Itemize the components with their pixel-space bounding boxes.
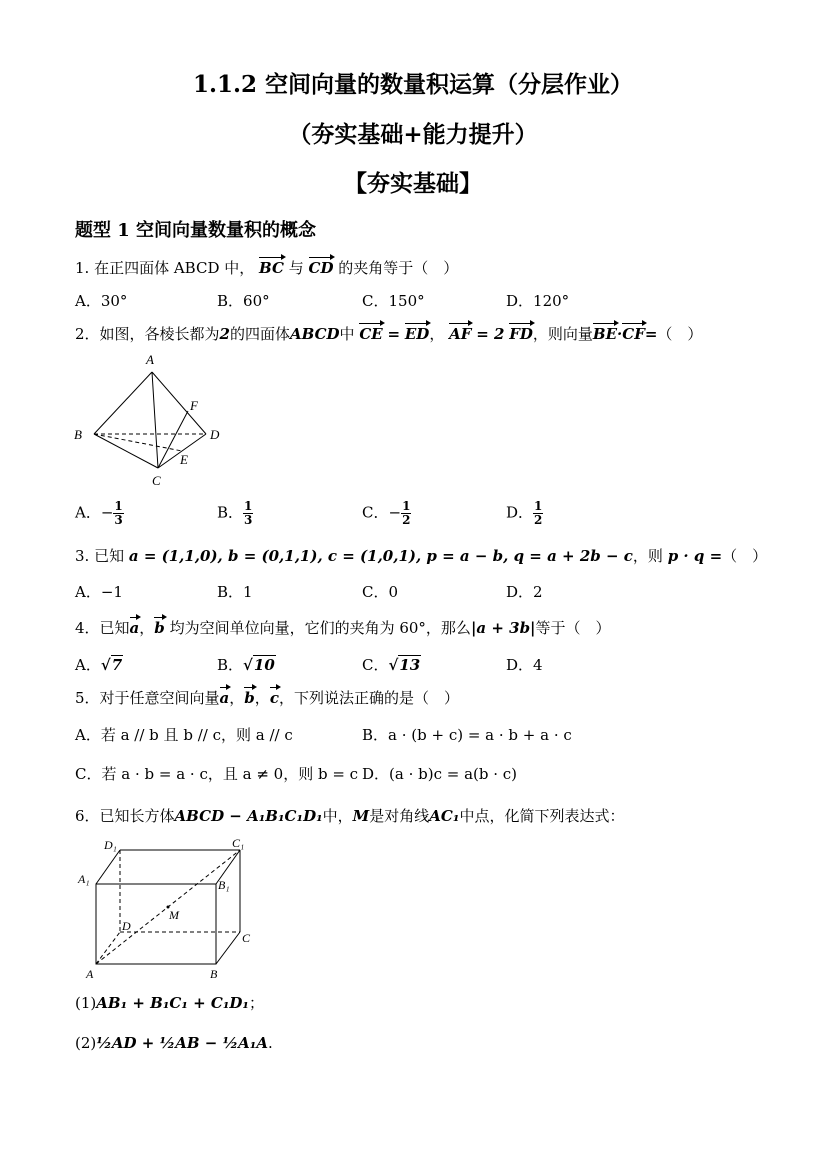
q6-stem: 6．已知长方体 [75, 807, 175, 825]
q5-option-a: A．若 a // b 且 b // c，则 a // c [75, 726, 293, 744]
edge-ab [94, 372, 152, 434]
label-b: B [210, 967, 218, 981]
q3-option-d: D．2 [506, 583, 543, 601]
q2-edge-length: 2 [219, 325, 230, 343]
question-5: 5．对于任意空间向量a，b，c，下列说法正确的是（ ） [75, 686, 459, 708]
q1-tail: 的夹角等于（ ） [338, 259, 459, 277]
q2-eq: = [387, 325, 401, 343]
q3-text: ，则 [632, 547, 663, 565]
q2-option-b [217, 500, 253, 527]
vector-be: BE [593, 322, 617, 343]
numerator: 1 [534, 499, 543, 513]
label-d1: D₁ [104, 838, 117, 852]
q6-item-2 [75, 1034, 273, 1052]
q4-option-a [75, 654, 123, 675]
question-6 [75, 805, 624, 826]
cuboid-figure [76, 836, 256, 981]
q6-text: 是对角线 [369, 807, 430, 825]
vector-a: a [220, 686, 230, 707]
q4-option-a-label: A． [75, 656, 101, 674]
edge-a1d1 [96, 850, 120, 884]
q2-option-a-label: A． [75, 503, 101, 522]
q3-vectors-expression: a = (1,1,0), b = (0,1,1), c = (1,0,1), p = a − b, q = a + 2b − c [128, 547, 633, 565]
vector-ce: CE [359, 322, 382, 343]
question-1 [75, 256, 458, 278]
vector-cf: CF [622, 322, 645, 343]
label-e: E [180, 452, 188, 467]
label-c1: C₁ [232, 836, 245, 850]
edge-bc [216, 932, 240, 964]
q3-dot-expression: p · q = [667, 547, 723, 565]
q2-option-a [75, 500, 124, 527]
q6-point-m: M [352, 807, 370, 825]
radicand: 13 [399, 656, 421, 674]
q4-option-d: D．4 [506, 656, 543, 674]
label-b: B [74, 427, 82, 442]
q6-item-2-index: (2) [75, 1034, 97, 1052]
q6-text: 中， [322, 807, 353, 825]
q5-option-d: D．(a · b)c = a(b · c) [362, 765, 518, 783]
q6-solid-name: ABCD − A₁B₁C₁D₁ [174, 807, 323, 825]
numerator: 1 [402, 499, 411, 513]
label-f: F [190, 398, 198, 413]
vector-b: b [244, 686, 255, 707]
edge-ac [152, 372, 158, 468]
front-face [96, 884, 216, 964]
edge-ad-hidden [96, 932, 120, 964]
q2-eq: = [644, 325, 658, 343]
radicand: 7 [111, 656, 123, 674]
q2-tetra-name: ABCD [290, 325, 340, 343]
question-4 [75, 616, 611, 638]
page-subtitle: （夯实基础+能力提升） [288, 121, 538, 148]
sqrt-7: √7 [100, 656, 123, 674]
q2-dot: · [617, 325, 623, 343]
q2-option-a-fraction [113, 500, 123, 527]
sqrt-13: √13 [388, 656, 421, 674]
q3-option-c: C．0 [362, 583, 399, 601]
tetrahedron-figure [70, 348, 230, 490]
vector-af: AF [449, 322, 471, 343]
q6-item-1-index: (1) [75, 994, 97, 1012]
q4-option-c [362, 654, 421, 675]
q1-and: 与 [288, 259, 304, 277]
q5-option-c: C．若 a · b = a · c，且 a ≠ 0，则 b = c [75, 765, 359, 783]
q4-sep: ， [139, 619, 155, 637]
q3-option-a: A．−1 [75, 583, 123, 601]
q1-option-b: B．60° [217, 292, 270, 310]
q6-item-2-expression: ½AD + ½AB − ½A₁A [96, 1034, 269, 1052]
label-c: C [242, 931, 251, 945]
q4-text: 均为空间单位向量，它们的夹角为 60°，那么 [169, 619, 471, 637]
q5-tail: ，下列说法正确的是（ ） [278, 689, 459, 707]
radicand: 10 [253, 656, 275, 674]
vector-b: b [154, 616, 165, 637]
denominator: 3 [114, 513, 123, 527]
q2-stem: 2．如图，各棱长都为 [75, 325, 220, 343]
q3-stem: 3. 已知 [75, 547, 125, 565]
denominator: 3 [244, 513, 253, 527]
label-a: A [86, 967, 94, 981]
q2-text: ，则向量 [532, 325, 593, 343]
label-a1: A₁ [78, 872, 90, 886]
q2-comma: ， [429, 325, 445, 343]
denominator: 2 [402, 513, 411, 527]
q2-option-d-label: D． [506, 503, 534, 522]
q3-option-b: B．1 [217, 583, 253, 601]
vector-fd: FD [509, 322, 533, 343]
label-a: A [146, 352, 154, 367]
q6-item-2-end: . [268, 1034, 273, 1052]
numerator: 1 [244, 499, 253, 513]
q2-text: 中 [339, 325, 355, 343]
q2-tail: （ ） [657, 325, 703, 343]
question-2 [75, 322, 702, 344]
q4-magnitude-expression: |a + 3b| [470, 619, 536, 637]
q1-option-a: A．30° [75, 292, 128, 310]
q4-option-b-label: B． [217, 656, 244, 674]
vector-cd: CD [309, 256, 334, 277]
label-d: D [122, 919, 131, 933]
question-3 [75, 545, 767, 566]
q2-option-a-sign: − [100, 503, 114, 522]
q2-option-c-label: C． [362, 503, 389, 522]
page-title: 1.1.2 空间向量的数量积运算（分层作业） [192, 71, 634, 98]
denominator: 2 [534, 513, 543, 527]
sqrt-10: √10 [243, 656, 275, 674]
q2-option-c [362, 500, 411, 527]
q6-diagonal: AC₁ [429, 807, 460, 825]
label-b1: B₁ [218, 878, 230, 892]
label-d: D [210, 427, 220, 442]
q5-stem: 5．对于任意空间向量 [75, 689, 220, 707]
q2-option-c-fraction [401, 500, 411, 527]
q2-option-b-fraction [243, 500, 253, 527]
vector-a: a [130, 616, 140, 637]
q1-option-d: D．120° [506, 292, 570, 310]
vector-c: c [270, 686, 279, 707]
q5-option-b: B．a · (b + c) = a · b + a · c [362, 726, 572, 744]
q4-option-b [217, 654, 276, 675]
q4-tail: 等于（ ） [535, 619, 611, 637]
q2-text: 的四面体 [229, 325, 290, 343]
q3-tail: （ ） [722, 547, 768, 565]
section-heading: 题型 1 空间向量数量积的概念 [75, 220, 317, 241]
q2-option-d-fraction [533, 500, 543, 527]
q1-stem: 1. 在正四面体 ABCD 中， [75, 259, 255, 277]
q2-option-d [506, 500, 543, 527]
q2-option-b-label: B． [217, 503, 244, 522]
vector-ed: ED [405, 322, 429, 343]
q6-tail: 中点，化简下列表达式： [459, 807, 625, 825]
q1-option-c: C．150° [362, 292, 425, 310]
q2-eq: = 2 [476, 325, 505, 343]
label-m: M [169, 908, 179, 922]
vector-bc: BC [259, 256, 284, 277]
q6-item-1-end: ； [249, 994, 265, 1012]
q4-stem: 4．已知 [75, 619, 130, 637]
part-heading: 【夯实基础】 [344, 170, 482, 197]
q6-item-1 [75, 992, 264, 1013]
q2-option-c-sign: − [388, 503, 402, 522]
q4-option-c-label: C． [362, 656, 389, 674]
edge-bc [94, 434, 158, 468]
numerator: 1 [114, 499, 123, 513]
q6-item-1-expression: AB₁ + B₁C₁ + C₁D₁ [96, 994, 250, 1012]
label-c: C [152, 473, 161, 488]
